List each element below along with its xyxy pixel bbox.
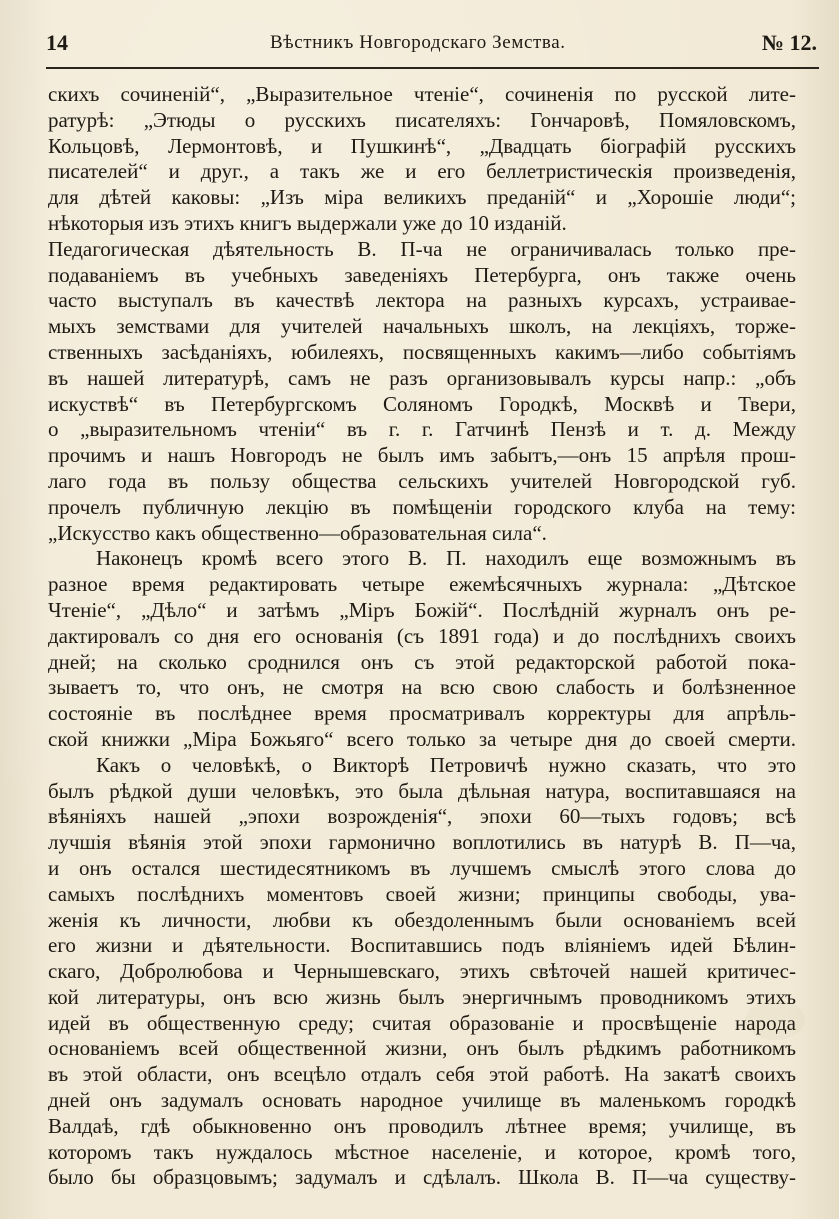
text-line: былъ рѣдкой души человѣкъ, это была дѣльная натура, воспитавшаяся на [48, 778, 796, 803]
text-line: кой литературы, онъ всю жизнь былъ энергичнымъ проводникомъ этихъ [48, 984, 796, 1009]
text-line: дней онъ задумалъ основать народное училище въ маленькомъ городкѣ [48, 1088, 796, 1113]
text-line: состояніе въ послѣднее время просматривалъ корректуры для апрѣль- [48, 701, 796, 726]
article-body [48, 82, 796, 1191]
text-line: въ нашей литературѣ, самъ не разъ организовывалъ курсы напр.: „объ [48, 365, 796, 390]
paper-stain [745, 1000, 805, 1040]
text-line: „Искусство какъ общественно—образовательная сила“. [48, 520, 547, 545]
text-line: идей въ общественную среду; считая образованіе и просвѣщеніе народа [48, 1010, 796, 1035]
text-line: о „выразительномъ чтеніи“ въ г. г. Гатчинѣ Пензѣ и т. д. Между [48, 417, 796, 442]
text-line: лаго года въ пользу общества сельскихъ учителей Новгородской губ. [48, 468, 796, 493]
text-line: разное время редактировать четыре ежемѣсячныхъ журнала: „Дѣтское [48, 572, 796, 597]
text-line: зываетъ то, что онъ, не смотря на всю свою слабость и болѣзненное [48, 675, 796, 700]
text-line: дактировалъ со дня его основанія (съ 1891 года) и до послѣднихъ своихъ [48, 623, 796, 648]
text-line: Валдаѣ, гдѣ обыкновенно онъ проводилъ лѣтнее время; училище, въ [48, 1113, 796, 1138]
text-line: ственныхъ засѣданіяхъ, юбилеяхъ, посвященныхъ какимъ—либо событіямъ [48, 339, 796, 364]
header-rule [46, 67, 819, 69]
text-line: Кольцовѣ, Лермонтовѣ, и Пушкинѣ“, „Двадцать біографій русскихъ [48, 133, 796, 158]
text-line: ратурѣ: „Этюды о русскихъ писателяхъ: Гончаровѣ, Помяловскомъ, [48, 107, 796, 132]
text-line: Чтеніе“, „Дѣло“ и затѣмъ „Міръ Божій“. Послѣдній журналъ онъ ре- [48, 597, 796, 622]
journal-title: Вѣстникъ Новгородскаго Земства. [270, 32, 566, 53]
text-line: и онъ остался шестидесятникомъ въ лучшемъ смыслѣ этого слова до [48, 855, 796, 880]
text-line: основаніемъ всей общественной жизни, онъ былъ рѣдкимъ работникомъ [48, 1036, 796, 1061]
text-line: часто выступалъ въ качествѣ лектора на разныхъ курсахъ, устраивае- [48, 288, 796, 313]
text-line: мыхъ земствами для учителей начальныхъ школъ, на лекціяхъ, торже- [48, 314, 796, 339]
text-line: женія къ личности, любви къ обездоленнымъ были основаніемъ всей [48, 907, 796, 932]
text-line: подаваніемъ въ учебныхъ заведеніяхъ Петербурга, онъ также очень [48, 262, 796, 287]
text-line: скаго, Добролюбова и Чернышевскаго, этихъ свѣточей нашей критичес- [48, 959, 796, 984]
text-line: было бы образцовымъ; задумалъ и сдѣлалъ. Школа В. П—ча существу- [48, 1165, 796, 1190]
text-line: дней; на сколько сроднился онъ съ этой редакторской работой пока- [48, 649, 796, 674]
text-line: ской книжки „Міра Божьяго“ всего только за четыре дня до своей смерти. [48, 726, 796, 751]
text-line: скихъ сочиненій“, „Выразительное чтеніе“, сочиненія по русской лите- [48, 82, 796, 106]
text-line: его жизни и дѣятельности. Воспитавшись подъ вліяніемъ идей Бѣлин- [48, 933, 796, 958]
text-line: писателей“ и друг., а такъ же и его беллетристическія произведенія, [48, 159, 796, 184]
text-line: искуствѣ“ въ Петербургскомъ Соляномъ Городкѣ, Москвѣ и Твери, [48, 391, 796, 416]
text-line: самыхъ послѣднихъ моментовъ своей жизни; принципы свободы, ува- [48, 881, 796, 906]
text-line: вѣяніяхъ нашей „эпохи возрожденія“, эпохи 60—тыхъ годовъ; всѣ [48, 804, 796, 829]
page-number: 14 [46, 30, 68, 55]
text-line: прочелъ публичную лекцію въ помѣщеніи городского клуба на тему: [48, 494, 796, 519]
text-line: Какъ о человѣкѣ, о Викторѣ Петровичѣ нужно сказать, что это [96, 752, 796, 777]
page-header [46, 30, 819, 64]
text-line: которомъ такъ нуждалось мѣстное населеніе, и которое, кромѣ того, [48, 1139, 796, 1164]
text-line: Наконецъ кромѣ всего этого В. П. находилъ еще возможнымъ въ [96, 546, 796, 571]
text-line: Педагогическая дѣятельность В. П-ча не ограничивалась только пре- [48, 236, 796, 261]
text-line: для дѣтей каковы: „Изъ міра великихъ преданій“ и „Хорошіе люди“; [48, 185, 796, 210]
text-line: прочимъ и нашъ Новгородъ не былъ имъ забытъ,—онъ 15 апрѣля прош- [48, 443, 796, 468]
text-line: нѣкоторыя изъ этихъ книгъ выдержали уже до 10 изданій. [48, 210, 567, 235]
issue-number: № 12. [761, 30, 817, 55]
text-line: въ этой области, онъ всецѣло отдалъ себя этой работѣ. На закатѣ своихъ [48, 1062, 796, 1087]
text-line: лучшія вѣянія этой эпохи гармонично воплотились въ натурѣ В. П—ча, [48, 830, 796, 855]
